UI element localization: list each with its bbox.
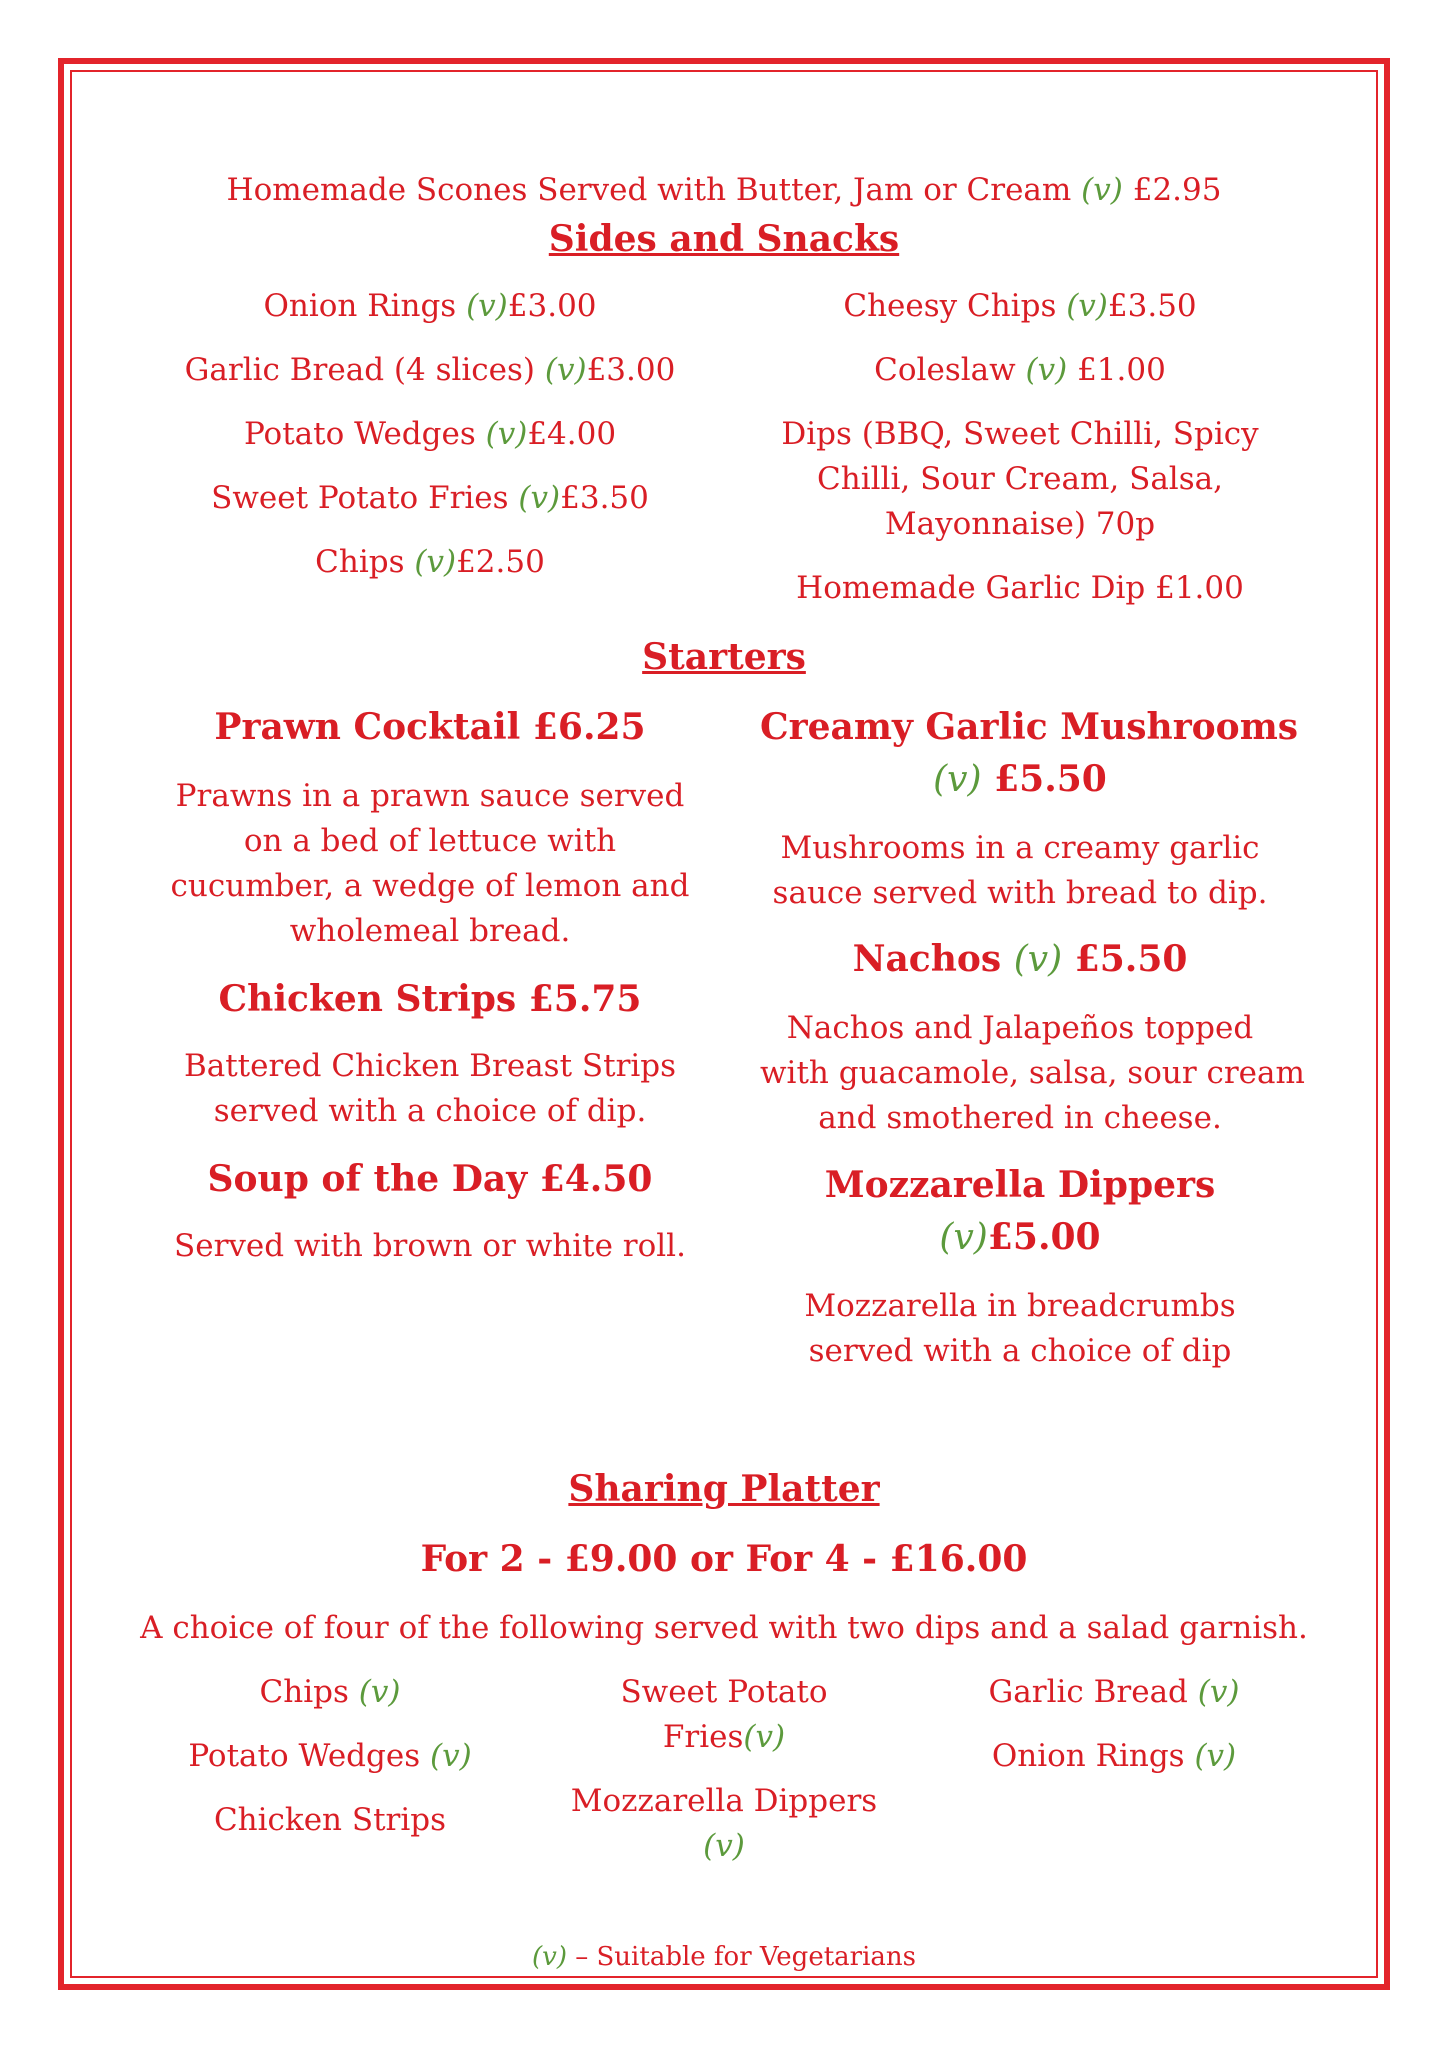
- item-price: £3.50: [1107, 288, 1197, 324]
- side-item-garlic-bread: [170, 352, 690, 388]
- dish-desc-line: served with a choice of dip.: [213, 1093, 647, 1129]
- sharing-intro: A choice of four of the following served with two dips and a salad garnish.: [140, 1610, 1308, 1646]
- dish-title-soup-of-the-day: Soup of the Day £4.50: [207, 1158, 653, 1200]
- dish-name: Nachos: [852, 938, 1014, 980]
- side-item-cheesy-chips: [760, 288, 1280, 324]
- vegetarian-legend: [0, 1942, 1448, 1972]
- vegetarian-marker: (v): [518, 480, 561, 516]
- sharing-item-mozzarella-line-1: Mozzarella Dippers: [570, 1783, 878, 1819]
- dish-price-mozzarella-dippers: [760, 1216, 1280, 1258]
- item-price: £3.00: [507, 288, 597, 324]
- dish-price-creamy-garlic-mushrooms: [760, 758, 1280, 800]
- vegetarian-marker: (v): [485, 416, 528, 452]
- dish-title-prawn-cocktail: Prawn Cocktail £6.25: [214, 706, 646, 748]
- side-item-onion-rings: [170, 288, 690, 324]
- dish-price: £5.50: [981, 758, 1107, 800]
- vegetarian-marker: (v): [933, 759, 982, 800]
- side-item-dips-line-2: Chilli, Sour Cream, Salsa,: [817, 461, 1223, 497]
- item-price: £3.50: [560, 480, 649, 516]
- item-name: Chips: [259, 1674, 359, 1710]
- item-name: Coleslaw: [874, 352, 1026, 388]
- side-item-dips-line-1: Dips (BBQ, Sweet Chilli, Spicy: [781, 416, 1259, 452]
- side-item-sweet-potato-fries: [170, 480, 690, 516]
- vegetarian-marker: (v): [544, 352, 587, 388]
- sharing-item-garlic-bread: [924, 1674, 1304, 1710]
- vegetarian-marker: (v): [466, 288, 508, 324]
- legend-text: – Suitable for Vegetarians: [566, 1942, 916, 1972]
- sharing-item-onion-rings: [924, 1738, 1304, 1774]
- item-price: £1.00: [1067, 352, 1166, 388]
- item-name: Potato Wedges: [188, 1738, 430, 1774]
- dish-title-chicken-strips: Chicken Strips £5.75: [218, 978, 642, 1020]
- vegetarian-marker: (v): [703, 1828, 745, 1864]
- dish-desc-line: Nachos and Jalapeños topped: [786, 1010, 1254, 1046]
- sharing-item-chicken-strips: [140, 1802, 520, 1838]
- vegetarian-marker: (v): [1197, 1674, 1240, 1710]
- side-item-coleslaw: [760, 352, 1280, 388]
- vegetarian-marker: (v): [939, 1217, 988, 1258]
- dish-desc-line: Mozzarella in breadcrumbs: [804, 1288, 1236, 1324]
- sides-heading: Sides and Snacks: [548, 218, 900, 260]
- starters-heading: Starters: [642, 636, 806, 678]
- side-item-potato-wedges: [170, 416, 690, 452]
- scones-line: [0, 172, 1448, 208]
- item-price: £4.00: [527, 416, 617, 452]
- sharing-item-potato-wedges: [140, 1738, 520, 1774]
- vegetarian-marker: (v): [429, 1738, 472, 1774]
- sharing-item-sweet-potato-line-1: Sweet Potato: [620, 1674, 828, 1710]
- scones-price: £2.95: [1132, 172, 1222, 208]
- dish-desc-line: with guacamole, salsa, sour cream: [760, 1055, 1305, 1091]
- dish-price: £5.50: [1062, 938, 1188, 980]
- dish-desc-line: sauce served with bread to dip.: [772, 875, 1268, 911]
- dish-desc-line: on a bed of lettuce with: [243, 823, 617, 859]
- sharing-price-line: For 2 - £9.00 or For 4 - £16.00: [420, 1538, 1028, 1580]
- item-name: Chips: [315, 544, 415, 580]
- vegetarian-marker: (v): [1081, 172, 1123, 208]
- vegetarian-marker: (v): [1013, 939, 1063, 980]
- item-name: Potato Wedges: [243, 416, 486, 452]
- vegetarian-marker: (v): [414, 544, 457, 580]
- dish-title-creamy-garlic-mushrooms: Creamy Garlic Mushrooms: [760, 706, 1299, 748]
- side-item-garlic-dip: Homemade Garlic Dip £1.00: [796, 570, 1244, 606]
- item-name: Onion Rings: [263, 288, 467, 324]
- dish-desc-line: Prawns in a prawn sauce served: [175, 778, 685, 814]
- side-item-dips-line-3: Mayonnaise) 70p: [884, 506, 1156, 542]
- side-item-chips: [170, 544, 690, 580]
- item-name: Garlic Bread (4 slices): [184, 352, 545, 388]
- item-name: Garlic Bread: [988, 1674, 1198, 1710]
- vegetarian-marker: (v): [1194, 1738, 1237, 1774]
- item-name: Chicken Strips: [213, 1802, 447, 1838]
- vegetarian-marker: (v): [531, 1942, 567, 1972]
- sharing-item-chips: [140, 1674, 520, 1710]
- dish-desc-line: and smothered in cheese.: [818, 1100, 1222, 1136]
- vegetarian-marker: (v): [358, 1674, 401, 1710]
- item-name: Onion Rings: [991, 1738, 1195, 1774]
- vegetarian-marker: (v): [1025, 352, 1068, 388]
- dish-desc-line: Served with brown or white roll.: [174, 1228, 686, 1264]
- vegetarian-marker: (v): [743, 1719, 786, 1755]
- sharing-heading: Sharing Platter: [568, 1468, 880, 1510]
- dish-title-mozzarella-dippers: Mozzarella Dippers: [824, 1164, 1216, 1206]
- dish-desc-line: Mushrooms in a creamy garlic: [780, 830, 1260, 866]
- dish-desc-line: served with a choice of dip: [808, 1333, 1232, 1369]
- item-price: £3.00: [586, 352, 676, 388]
- scones-text: Homemade Scones Served with Butter, Jam or Cream: [226, 172, 1072, 208]
- dish-price: £5.00: [987, 1216, 1101, 1258]
- item-name: Cheesy Chips: [843, 288, 1067, 324]
- dish-title-nachos: [760, 938, 1280, 980]
- item-price: £2.50: [456, 544, 545, 580]
- item-name: Sweet Potato Fries: [211, 480, 519, 516]
- dish-desc-line: Battered Chicken Breast Strips: [183, 1048, 677, 1084]
- item-name: Fries: [662, 1719, 744, 1755]
- sharing-item-sweet-potato-line-2: [534, 1719, 914, 1755]
- dish-desc-line: cucumber, a wedge of lemon and: [170, 868, 690, 904]
- vegetarian-marker: (v): [1066, 288, 1108, 324]
- dish-desc-line: wholemeal bread.: [289, 913, 571, 949]
